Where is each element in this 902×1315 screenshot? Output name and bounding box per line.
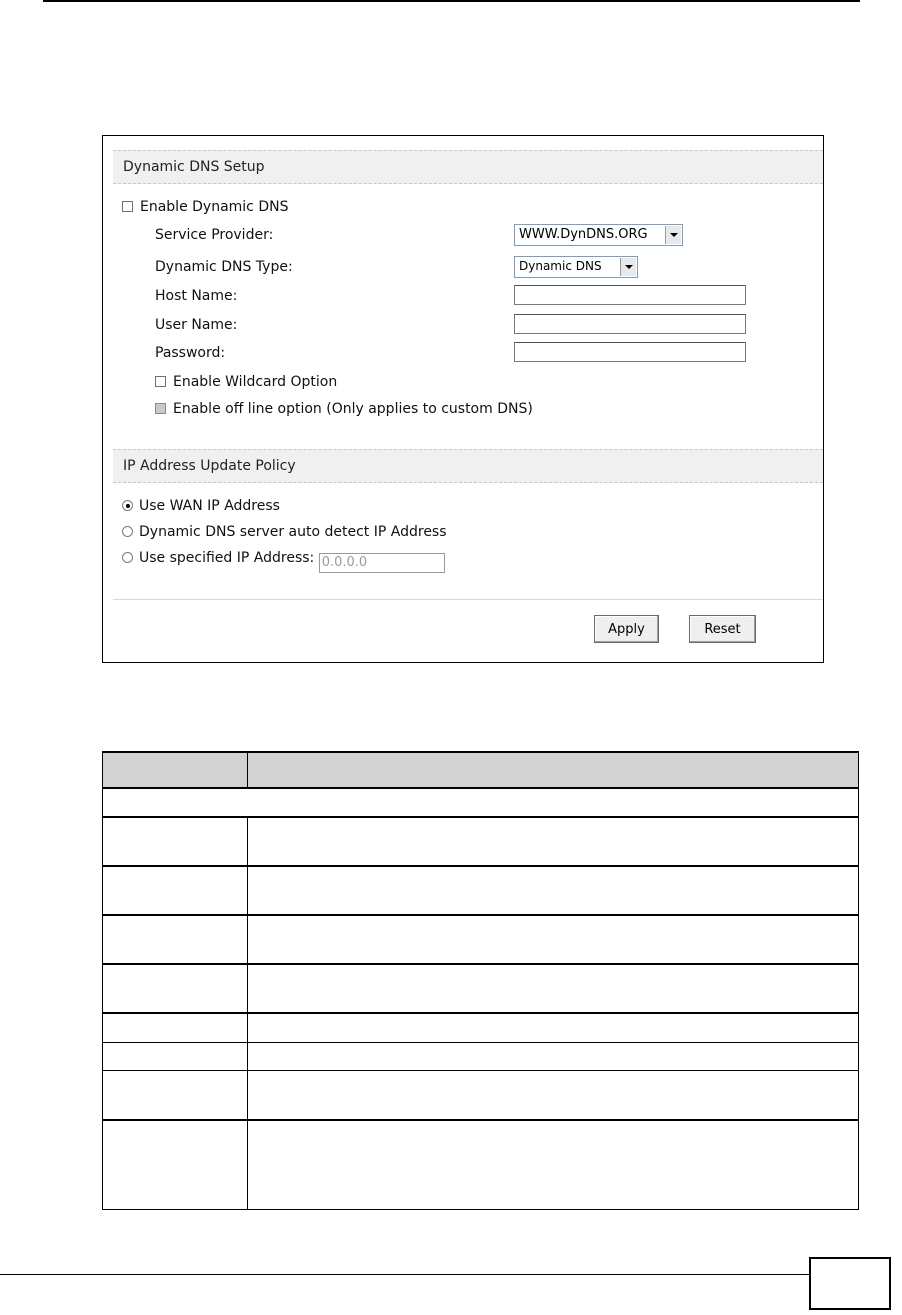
table-cell bbox=[103, 1120, 248, 1209]
table-cell bbox=[103, 788, 859, 817]
service-provider-select[interactable] bbox=[514, 224, 683, 246]
enable-ddns-row[interactable] bbox=[122, 199, 288, 215]
table-row bbox=[103, 915, 859, 964]
host-name-input[interactable] bbox=[514, 285, 746, 305]
footer-rule bbox=[0, 1274, 810, 1275]
ddns-type-select[interactable] bbox=[514, 256, 638, 278]
specified-ip-radio[interactable] bbox=[122, 552, 133, 563]
ddns-type-label: Dynamic DNS Type: bbox=[155, 259, 293, 275]
policy-auto-detect-row[interactable] bbox=[122, 524, 447, 540]
table-row bbox=[103, 964, 859, 1013]
auto-detect-label: Dynamic DNS server auto detect IP Address bbox=[139, 524, 447, 540]
page-number-box bbox=[809, 1257, 891, 1310]
header-rule bbox=[43, 0, 860, 2]
auto-detect-radio[interactable] bbox=[122, 526, 133, 537]
table-cell bbox=[103, 1013, 248, 1042]
table-row bbox=[103, 866, 859, 915]
ip-policy-title: IP Address Update Policy bbox=[123, 458, 296, 474]
user-name-label: User Name: bbox=[155, 317, 238, 333]
enable-ddns-label: Enable Dynamic DNS bbox=[140, 199, 289, 215]
specified-ip-label: Use specified IP Address: bbox=[139, 550, 315, 566]
ddns-type-value: Dynamic DNS bbox=[519, 259, 602, 273]
chevron-down-icon[interactable] bbox=[620, 258, 636, 276]
table-cell bbox=[103, 1042, 248, 1070]
table-cell bbox=[103, 1070, 248, 1120]
reset-button[interactable]: Reset bbox=[689, 615, 756, 643]
chevron-down-icon[interactable] bbox=[665, 226, 681, 244]
password-input[interactable] bbox=[514, 342, 746, 362]
specified-ip-value: 0.0.0.0 bbox=[321, 555, 368, 570]
offline-row bbox=[155, 401, 533, 417]
wildcard-label: Enable Wildcard Option bbox=[173, 374, 338, 390]
ddns-setup-title: Dynamic DNS Setup bbox=[123, 159, 265, 175]
table-cell bbox=[103, 817, 248, 866]
table-cell bbox=[248, 1013, 859, 1042]
table-cell bbox=[103, 964, 248, 1013]
offline-checkbox bbox=[155, 403, 166, 414]
policy-use-wan-row[interactable] bbox=[122, 498, 280, 514]
ddns-setup-header bbox=[113, 150, 823, 184]
button-divider bbox=[113, 599, 823, 600]
service-provider-label: Service Provider: bbox=[155, 227, 274, 243]
table-header-row bbox=[103, 752, 859, 788]
table-cell bbox=[248, 1070, 859, 1120]
table-cell bbox=[103, 915, 248, 964]
table-cell bbox=[248, 964, 859, 1013]
host-name-label: Host Name: bbox=[155, 288, 238, 304]
table-row bbox=[103, 1013, 859, 1042]
table-header-cell bbox=[248, 752, 859, 788]
wildcard-checkbox[interactable] bbox=[155, 376, 166, 387]
wildcard-row[interactable] bbox=[155, 374, 337, 390]
table-header-cell bbox=[103, 752, 248, 788]
table-section-row bbox=[103, 788, 859, 817]
specified-ip-input[interactable] bbox=[319, 553, 445, 573]
user-name-input[interactable] bbox=[514, 314, 746, 334]
table-cell bbox=[248, 915, 859, 964]
dynamic-dns-screen bbox=[102, 135, 824, 663]
table-row bbox=[103, 1070, 859, 1120]
password-label: Password: bbox=[155, 345, 226, 361]
offline-label: Enable off line option (Only applies to custom DNS) bbox=[173, 401, 533, 417]
field-description-table bbox=[102, 751, 859, 1210]
table-cell bbox=[248, 817, 859, 866]
ip-policy-header bbox=[113, 449, 823, 483]
use-wan-radio[interactable] bbox=[122, 500, 133, 511]
use-wan-label: Use WAN IP Address bbox=[139, 498, 280, 514]
policy-specified-row[interactable] bbox=[122, 550, 445, 573]
table-cell bbox=[248, 1120, 859, 1209]
enable-ddns-checkbox[interactable] bbox=[122, 201, 133, 212]
service-provider-value: WWW.DynDNS.ORG bbox=[519, 227, 648, 242]
table-cell bbox=[248, 1042, 859, 1070]
table-cell bbox=[103, 866, 248, 915]
table-row bbox=[103, 1042, 859, 1070]
table-row bbox=[103, 817, 859, 866]
table-row bbox=[103, 1120, 859, 1209]
table-cell bbox=[248, 866, 859, 915]
apply-button[interactable]: Apply bbox=[594, 615, 659, 643]
